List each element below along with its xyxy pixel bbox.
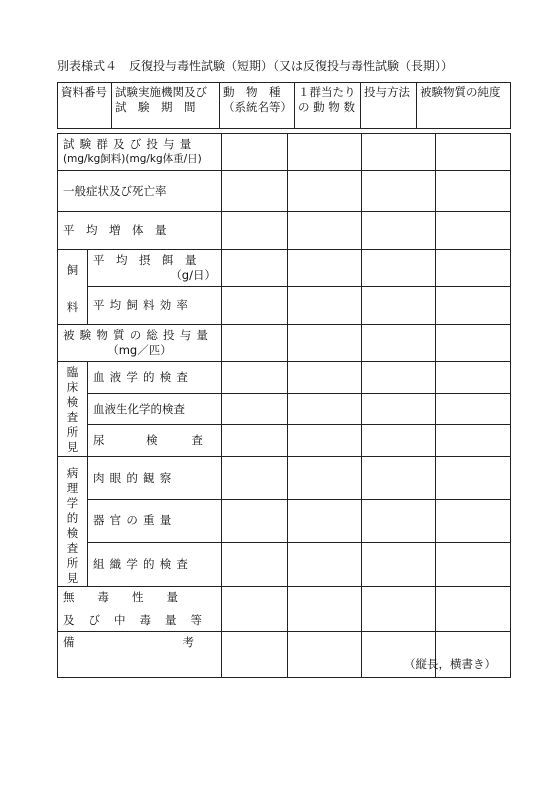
weight-gain-label: 平 均 増 体 量 (58, 212, 222, 250)
header-route: 投与方法 (361, 83, 417, 129)
feed-intake-line1: 平 均 摂 餌 量 (93, 253, 197, 267)
table-row (58, 394, 511, 425)
organ-weight-label: 器官の重量 (88, 500, 222, 542)
gross-label: 肉眼的観察 (88, 457, 222, 500)
feed-char-1: 飼 (66, 263, 79, 277)
dose-label (58, 134, 222, 171)
clinical-group-label (58, 362, 88, 457)
remarks-label (58, 632, 222, 678)
table-row (58, 212, 511, 250)
biochemistry-label: 血液生化学的検査 (88, 394, 222, 425)
table-row (58, 457, 511, 500)
data-cell[interactable] (288, 587, 362, 632)
feed-efficiency-label: 平均飼料効率 (88, 287, 222, 325)
pathology-char: 学 (66, 496, 79, 510)
page-title: 別表様式４ 反復投与毒性試験（短期）（又は反復投与毒性試験（長期）） (57, 59, 454, 73)
header-species (220, 83, 295, 129)
data-cell[interactable] (362, 542, 436, 586)
table-row (58, 325, 511, 362)
data-cell[interactable] (288, 362, 362, 394)
data-cell[interactable] (222, 287, 288, 325)
pathology-char: 的 (66, 511, 79, 525)
pathology-char: 見 (66, 571, 79, 585)
data-cell[interactable] (436, 362, 511, 394)
data-cell[interactable] (436, 425, 511, 457)
remarks-b: 考 (182, 635, 194, 649)
header-institution-line1: 試験実施機関及び (115, 85, 207, 99)
data-cell[interactable] (436, 587, 511, 632)
feed-group-label (58, 250, 88, 325)
data-cell[interactable] (222, 632, 288, 678)
hematology-label: 血液学的検査 (88, 362, 222, 394)
data-cell[interactable] (436, 325, 511, 362)
header-table (57, 82, 511, 129)
data-cell[interactable] (222, 425, 288, 457)
data-cell[interactable] (288, 500, 362, 542)
data-cell[interactable] (362, 425, 436, 457)
data-cell[interactable] (222, 171, 288, 212)
clinical-char: 見 (66, 440, 79, 454)
data-cell[interactable] (362, 250, 436, 287)
data-cell[interactable] (222, 134, 288, 171)
data-cell[interactable] (436, 250, 511, 287)
histology-label: 組織学的検査 (88, 542, 222, 586)
noel-line1: 無 毒 性 量 (63, 590, 178, 604)
data-cell[interactable] (222, 542, 288, 586)
data-cell[interactable] (362, 362, 436, 394)
data-cell[interactable] (436, 500, 511, 542)
data-cell[interactable] (362, 171, 436, 212)
header-institution-line2: 試 験 期 間 (115, 100, 196, 114)
urinalysis-b: 検 (146, 433, 158, 447)
data-cell[interactable] (288, 212, 362, 250)
footer-note: （縦長，横書き） (404, 657, 496, 671)
table-row (58, 587, 511, 632)
header-sample-no: 資料番号 (58, 83, 112, 129)
total-dose-line1: 被験物質の総投与量 (63, 328, 214, 342)
data-cell[interactable] (288, 457, 362, 500)
pathology-char: 理 (66, 481, 79, 495)
pathology-char: 査 (66, 541, 79, 555)
table-row (58, 287, 511, 325)
table-row (58, 542, 511, 586)
data-cell[interactable] (288, 287, 362, 325)
data-cell[interactable] (288, 325, 362, 362)
table-row (58, 134, 511, 171)
data-cell[interactable] (222, 250, 288, 287)
feed-intake-line2: （g/日） (170, 268, 216, 282)
noel-label (58, 587, 222, 632)
feed-char-2: 料 (66, 300, 79, 314)
data-cell[interactable] (288, 134, 362, 171)
dose-label-line2: (mg/kg飼料)(mg/kg体重/日) (63, 153, 202, 165)
data-cell[interactable] (362, 325, 436, 362)
dose-label-line1: 試験群及び投与量 (63, 137, 197, 151)
pathology-char: 病 (66, 466, 79, 480)
pathology-group-label (58, 457, 88, 587)
data-cell[interactable] (222, 325, 288, 362)
data-cell[interactable] (362, 212, 436, 250)
data-cell[interactable] (362, 134, 436, 171)
data-cell[interactable] (222, 394, 288, 425)
data-cell[interactable] (362, 457, 436, 500)
header-species-line2: （系統名等） (223, 100, 292, 114)
clinical-char: 検 (66, 395, 79, 409)
main-table (57, 133, 511, 678)
data-cell[interactable] (222, 587, 288, 632)
data-cell[interactable] (222, 362, 288, 394)
data-cell[interactable] (222, 500, 288, 542)
data-cell[interactable] (436, 212, 511, 250)
data-cell[interactable] (288, 632, 362, 678)
data-cell[interactable] (362, 500, 436, 542)
table-row (58, 500, 511, 542)
data-cell[interactable] (362, 394, 436, 425)
header-purity: 被験物質の純度 (417, 83, 511, 129)
clinical-char: 所 (66, 425, 79, 439)
data-cell[interactable] (222, 457, 288, 500)
remarks-a: 備 (63, 635, 75, 649)
urinalysis-c: 査 (191, 433, 203, 447)
data-cell[interactable] (288, 542, 362, 586)
data-cell[interactable] (288, 250, 362, 287)
pathology-char: 検 (66, 526, 79, 540)
data-cell[interactable] (222, 212, 288, 250)
pathology-char: 所 (66, 556, 79, 570)
data-cell[interactable] (362, 287, 436, 325)
data-cell[interactable] (436, 287, 511, 325)
table-row (58, 171, 511, 212)
data-cell[interactable] (436, 394, 511, 425)
urinalysis-a: 尿 (93, 433, 105, 447)
urinalysis-label (88, 425, 222, 457)
header-per-group-line2: の 動 物 数 (298, 100, 355, 114)
data-cell[interactable] (362, 587, 436, 632)
header-per-group (295, 83, 361, 129)
data-cell[interactable] (288, 394, 362, 425)
noel-line2: 及 び 中 毒 量 等 (63, 613, 208, 627)
clinical-char: 査 (66, 410, 79, 424)
data-cell[interactable] (288, 425, 362, 457)
feed-intake-label (88, 250, 222, 287)
data-cell[interactable] (436, 171, 511, 212)
data-cell[interactable] (436, 134, 511, 171)
table-row (58, 425, 511, 457)
table-row (58, 250, 511, 287)
total-dose-label (58, 325, 222, 362)
data-cell[interactable] (436, 457, 511, 500)
header-institution (112, 83, 220, 129)
data-cell[interactable] (436, 542, 511, 586)
header-per-group-line1: １群当たり (298, 85, 356, 99)
total-dose-line2: （mg／匹） (107, 343, 172, 357)
data-cell[interactable] (288, 171, 362, 212)
clinical-char: 床 (66, 380, 79, 394)
symptoms-label: 一般症状及び死亡率 (58, 171, 222, 212)
clinical-char: 臨 (66, 365, 79, 379)
header-species-line1: 動 物 種 (223, 85, 281, 99)
table-row (58, 362, 511, 394)
